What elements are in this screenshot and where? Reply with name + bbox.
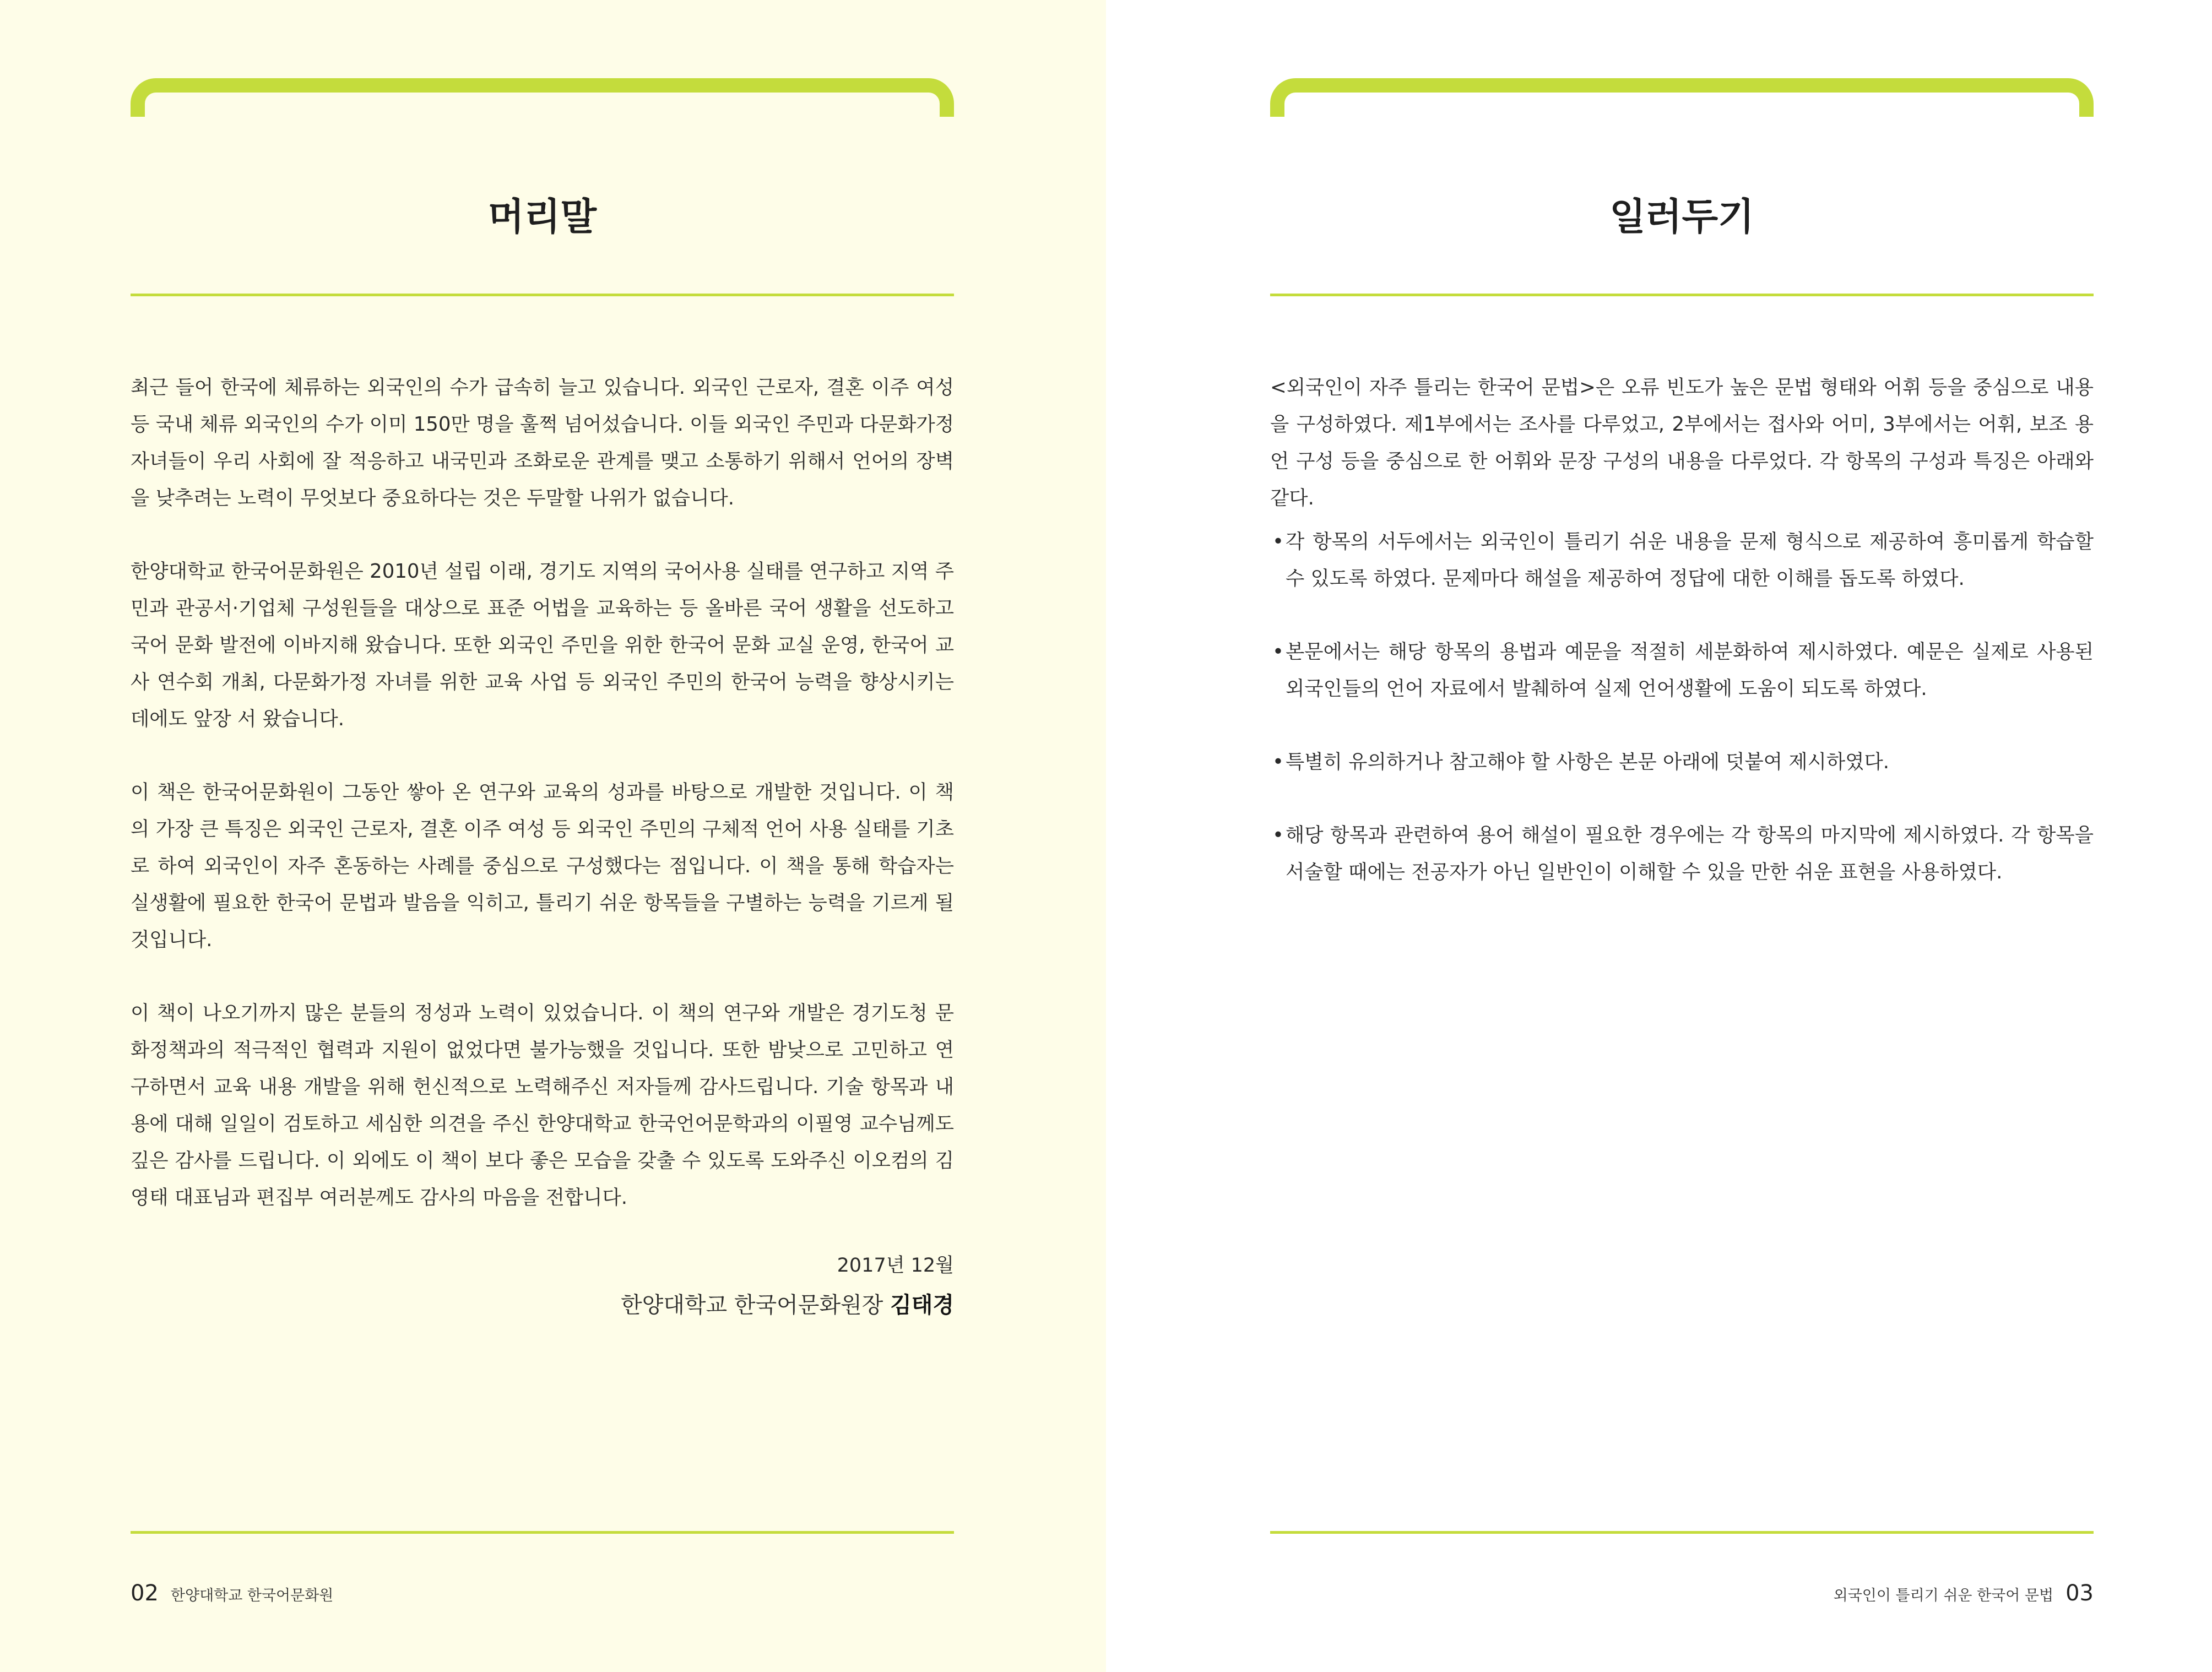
left-footer-rule — [131, 1531, 954, 1534]
left-title-rule — [131, 294, 954, 296]
signature-organization: 한양대학교 한국어문화원장 — [620, 1293, 891, 1318]
notes-intro-paragraph: <외국인이 자주 틀리는 한국어 문법>은 오류 빈도가 높은 문법 형태와 어휘 등을 중심으로 내용을 구성하였다. 제1부에서는 조사를 다루었고, 2부에서는 접사와 어미, 3부에서는 어휘, 보조 용언 구성 등을 중심으로 한 어휘와 문장 구성의 내용을 다루었다. 각 항목의 구성과 특징은 아래와 같다. — [1270, 376, 2094, 509]
right-title-rule — [1270, 294, 2094, 296]
preface-paragraph: 이 책이 나오기까지 많은 분들의 정성과 노력이 있었습니다. 이 책의 연구와 개발은 경기도청 문화정책과의 적극적인 협력과 지원이 없었다면 불가능했을 것입니다. 또한 밤낮으로 고민하고 연구하면서 교육 내용 개발을 위해 헌신적으로 노력해주신 저자들께 감사드립니다. 기술 항목과 내용에 대해 일일이 검토하고 세심한 의견을 주신 한양대학교 한국언어문학과의 이필영 교수님께도 깊은 감사를 드립니다. 이 외에도 이 책이 보다 좋은 모습을 갖출 수 있도록 도와주신 이오컴의 김영태 대표님과 편집부 여러분께도 감사의 마음을 전합니다. — [131, 1002, 954, 1209]
bullet-icon: • — [1272, 530, 1284, 553]
preface-date: 2017년 12월 — [837, 1255, 954, 1277]
left-footer-label: 한양대학교 한국어문화원 — [170, 1587, 334, 1604]
right-footer — [1270, 1581, 2094, 1614]
left-footer — [131, 1581, 954, 1614]
bullet-icon: • — [1272, 640, 1284, 663]
note-text: 특별히 유의하거나 참고해야 할 사항은 본문 아래에 덧붙여 제시하였다. — [1286, 751, 1890, 773]
preface-paragraph: 이 책은 한국어문화원이 그동안 쌓아 온 연구와 교육의 성과를 바탕으로 개발한 것입니다. 이 책의 가장 큰 특징은 외국인 근로자, 결혼 이주 여성 등 외국인 주민의 구체적 언어 사용 실태를 기초로 하여 외국인이 자주 혼동하는 사례를 중심으로 구성했다는 점입니다. 이 책을 통해 학습자는 실생활에 필요한 한국어 문법과 발음을 익히고, 틀리기 쉬운 항목들을 구별하는 능력을 기르게 될 것입니다. — [131, 781, 954, 951]
left-header-bracket — [131, 78, 954, 117]
right-page-notes — [1106, 0, 2212, 1672]
left-page-title: 머리말 — [487, 196, 597, 239]
note-item — [1270, 523, 2094, 597]
preface-signature — [131, 1288, 954, 1319]
notes-list — [1270, 523, 2094, 927]
note-text: 각 항목의 서두에서는 외국인이 틀리기 쉬운 내용을 문제 형식으로 제공하여 흥미롭게 학습할 수 있도록 하였다. 문제마다 해설을 제공하여 정답에 대한 이해를 돕도록 하였다. — [1286, 530, 2094, 590]
left-page-number: 02 — [131, 1581, 159, 1606]
preface-paragraph: 최근 들어 한국에 체류하는 외국인의 수가 급속히 늘고 있습니다. 외국인 근로자, 결혼 이주 여성 등 국내 체류 외국인의 수가 이미 150만 명을 훌쩍 넘어섰습니다. 이들 외국인 주민과 다문화가정 자녀들이 우리 사회에 잘 적응하고 내국민과 조화로운 관계를 맺고 소통하기 위해서 언어의 장벽을 낮추려는 노력이 무엇보다 중요하다는 것은 두말할 나위가 없습니다. — [131, 376, 954, 509]
right-page-title: 일러두기 — [1609, 196, 1754, 239]
note-item — [1270, 633, 2094, 707]
preface-paragraph: 한양대학교 한국어문화원은 2010년 설립 이래, 경기도 지역의 국어사용 실태를 연구하고 지역 주민과 관공서·기업체 구성원들을 대상으로 표준 어법을 교육하는 등 올바른 국어 생활을 선도하고 국어 문화 발전에 이바지해 왔습니다. 또한 외국인 주민을 위한 한국어 문화 교실 운영, 한국어 교사 연수회 개최, 다문화가정 자녀를 위한 교육 사업 등 외국인 주민의 한국어 능력을 향상시키는 데에도 앞장 서 왔습니다. — [131, 560, 954, 730]
right-header-bracket — [1270, 78, 2094, 117]
signature-name: 김태경 — [890, 1293, 954, 1318]
bullet-icon: • — [1272, 751, 1284, 773]
note-text: 본문에서는 해당 항목의 용법과 예문을 적절히 세분화하여 제시하였다. 예문은 실제로 사용된 외국인들의 언어 자료에서 발췌하여 실제 언어생활에 도움이 되도록 하였다. — [1286, 640, 2094, 700]
preface-body — [131, 369, 954, 1216]
note-item — [1270, 743, 2094, 780]
notes-intro — [1270, 369, 2094, 517]
note-text: 해당 항목과 관련하여 용어 해설이 필요한 경우에는 각 항목의 마지막에 제시하였다. 각 항목을 서술할 때에는 전공자가 아닌 일반인이 이해할 수 있을 만한 쉬운 표현을 사용하였다. — [1286, 824, 2094, 883]
right-footer-rule — [1270, 1531, 2094, 1534]
right-footer-label: 외국인이 틀리기 쉬운 한국어 문법 — [1833, 1587, 2054, 1604]
bullet-icon: • — [1272, 824, 1284, 846]
note-item — [1270, 817, 2094, 891]
right-page-number: 03 — [2065, 1581, 2094, 1606]
